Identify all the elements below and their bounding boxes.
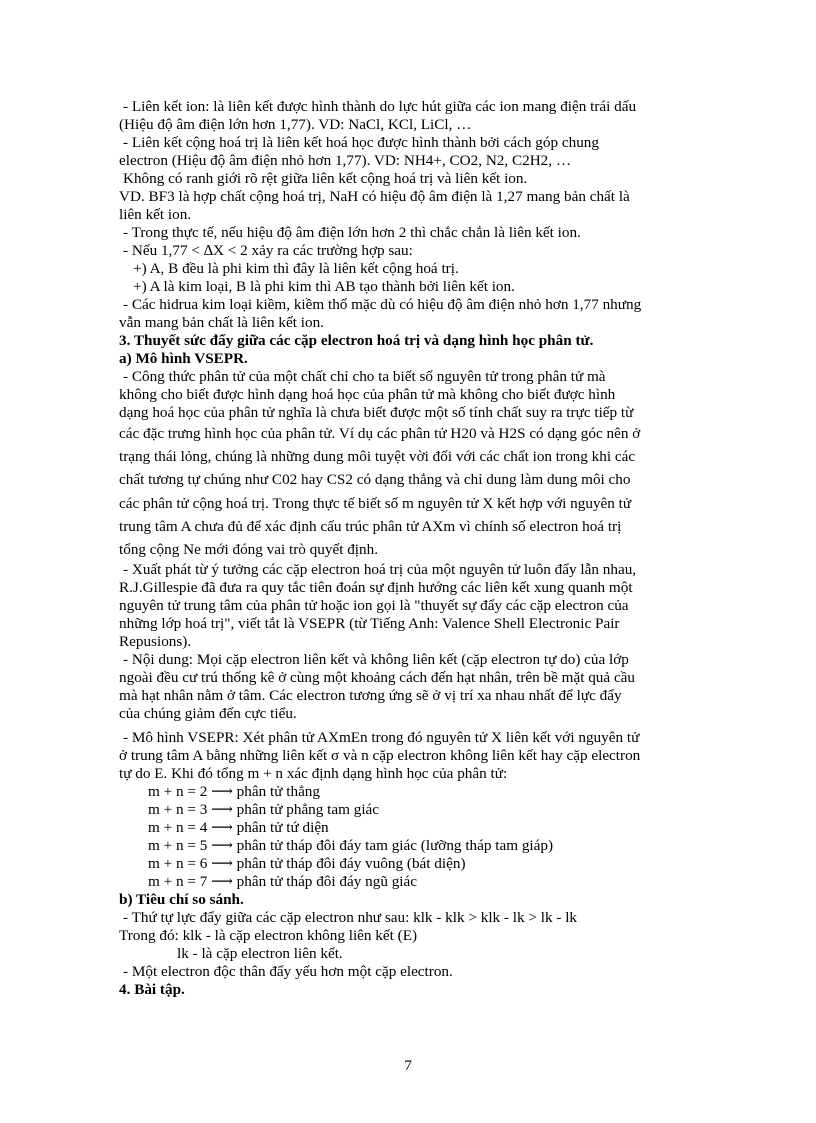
section-heading: 4. Bài tập. xyxy=(119,981,185,999)
list-item: m + n = 6 ⟶ phân tử tháp đôi đáy vuông (bát diện) xyxy=(148,855,466,873)
text-line: - Nếu 1,77 < ∆X < 2 xảy ra các trường hợp sau: xyxy=(123,242,413,259)
text-line: các đặc trưng hình học của phân tử. Ví dụ các phân tử H20 và H2S có dạng góc nên ở xyxy=(119,425,641,442)
page-content xyxy=(119,98,704,999)
text-line: Trong đó: klk - là cặp electron không liên kết (E) xyxy=(119,927,418,945)
text-line: - Liên kết cộng hoá trị là liên kết hoá học được hình thành bởi cách góp chung xyxy=(123,134,599,151)
section-heading: 3. Thuyết sức đẩy giữa các cặp electron hoá trị và dạng hình học phân tử. xyxy=(119,332,594,349)
list-item: m + n = 3 ⟶ phân tử phẳng tam giác xyxy=(148,801,380,819)
text-line: - Liên kết ion: là liên kết được hình thành do lực hút giữa các ion mang điện trái dấu xyxy=(123,98,637,115)
text-line: - Mô hình VSEPR: Xét phân tử AXmEn trong đó nguyên tử X liên kết với nguyên tử xyxy=(123,729,640,747)
text-line: nguyên tử trung tâm của phân tử hoặc ion gọi là "thuyết sự đẩy các cặp electron của xyxy=(119,597,629,615)
text-line: của chúng giảm đến cực tiểu. xyxy=(119,705,297,723)
text-line: vẫn mang bản chất là liên kết ion. xyxy=(119,314,324,331)
list-item: m + n = 5 ⟶ phân tử tháp đôi đáy tam giác (lưỡng tháp tam giáp) xyxy=(148,837,554,855)
page-number: 7 xyxy=(404,1057,412,1074)
text-line: tổng cộng Ne mới đóng vai trò quyết định. xyxy=(119,540,379,558)
text-line: ngoài đều cư trú thống kê ở cùng một khoảng cách đến hạt nhân, trên bề mặt quả cầu xyxy=(119,669,636,687)
list-item: m + n = 2 ⟶ phân tử thẳng xyxy=(148,783,320,801)
text-line: - Một electron độc thân đẩy yếu hơn một cặp electron. xyxy=(123,963,453,981)
text-line: những lớp hoá trị", viết tắt là VSEPR (từ Tiếng Anh: Valence Shell Electronic Pair xyxy=(119,615,620,633)
text-line: lk - là cặp electron liên kết. xyxy=(177,945,343,963)
text-line: liên kết ion. xyxy=(119,206,192,223)
text-line: - Các hidrua kim loại kiềm, kiềm thổ mặc dù có hiệu độ âm điện nhỏ hơn 1,77 nhưng xyxy=(123,296,642,313)
text-line: Repusions). xyxy=(119,633,192,651)
text-line: dạng hoá học của phân tử nghĩa là chưa biết được một số tính chất suy ra trực tiếp từ xyxy=(119,404,634,421)
subsection-heading: a) Mô hình VSEPR. xyxy=(119,350,248,367)
text-line: ở trung tâm A bằng những liên kết σ và n cặp electron không liên kết hay cặp electron xyxy=(119,747,641,765)
text-line: - Thứ tự lực đẩy giữa các cặp electron như sau: klk - klk > klk - lk > lk - lk xyxy=(123,909,578,927)
text-line: electron (Hiệu độ âm điện nhỏ hơn 1,77). VD: NH4+, CO2, N2, C2H2, … xyxy=(119,152,572,169)
text-line: Không có ranh giới rõ rệt giữa liên kết cộng hoá trị và liên kết ion. xyxy=(123,170,528,187)
text-line: - Nội dung: Mọi cặp electron liên kết và không liên kết (cặp electron tự do) của lớp xyxy=(123,651,629,669)
text-line: +) A, B đều là phi kim thì đây là liên kết cộng hoá trị. xyxy=(133,260,459,277)
text-line: mà hạt nhân nằm ở tâm. Các electron tương ứng sẽ ở vị trí xa nhau nhất để lực đẩy xyxy=(119,687,622,705)
text-line: VD. BF3 là hợp chất cộng hoá trị, NaH có hiệu độ âm điện là 1,27 mang bản chất là xyxy=(119,188,630,205)
text-line: các phân tử cộng hoá trị. Trong thực tế biết số m nguyên tử X kết hợp với nguyên tử xyxy=(119,494,632,512)
text-line: - Công thức phân tử của một chất chỉ cho ta biết số nguyên tử trong phân tử mà xyxy=(123,368,606,385)
list-item: m + n = 4 ⟶ phân tử tứ diện xyxy=(148,819,329,837)
text-line: - Xuất phát từ ý tưởng các cặp electron hoá trị của một nguyên tử luôn đẩy lẫn nhau, xyxy=(123,561,637,579)
text-line: (Hiệu độ âm điện lớn hơn 1,77). VD: NaCl, KCl, LiCl, … xyxy=(119,116,472,133)
text-line: - Trong thực tế, nếu hiệu độ âm điện lớn hơn 2 thì chắc chắn là liên kết ion. xyxy=(123,224,581,241)
list-item: m + n = 7 ⟶ phân tử tháp đôi đáy ngũ giác xyxy=(148,873,417,891)
subsection-heading: b) Tiêu chí so sánh. xyxy=(119,891,244,909)
text-line: trạng thái lỏng, chúng là những dung môi tuyệt vời đối với các chất ion trong khi các xyxy=(119,448,636,466)
text-line: R.J.Gillespie đã đưa ra quy tắc tiên đoán sự định hướng các liên kết xung quanh một xyxy=(119,579,633,597)
text-line: trung tâm A chưa đủ để xác định cấu trúc phân tử AXm vì chính số electron hoá trị xyxy=(119,517,622,535)
text-line: không cho biết được hình dạng hoá học của phân tử mà không cho biết được hình xyxy=(119,386,616,403)
text-line: chất tương tự chúng như C02 hay CS2 có dạng thẳng và chỉ dung làm dung môi cho xyxy=(119,471,631,489)
text-line: tự do E. Khi đó tổng m + n xác định dạng hình học của phân tử: xyxy=(119,765,508,783)
text-line: +) A là kim loại, B là phi kim thì AB tạo thành bởi liên kết ion. xyxy=(133,278,515,295)
